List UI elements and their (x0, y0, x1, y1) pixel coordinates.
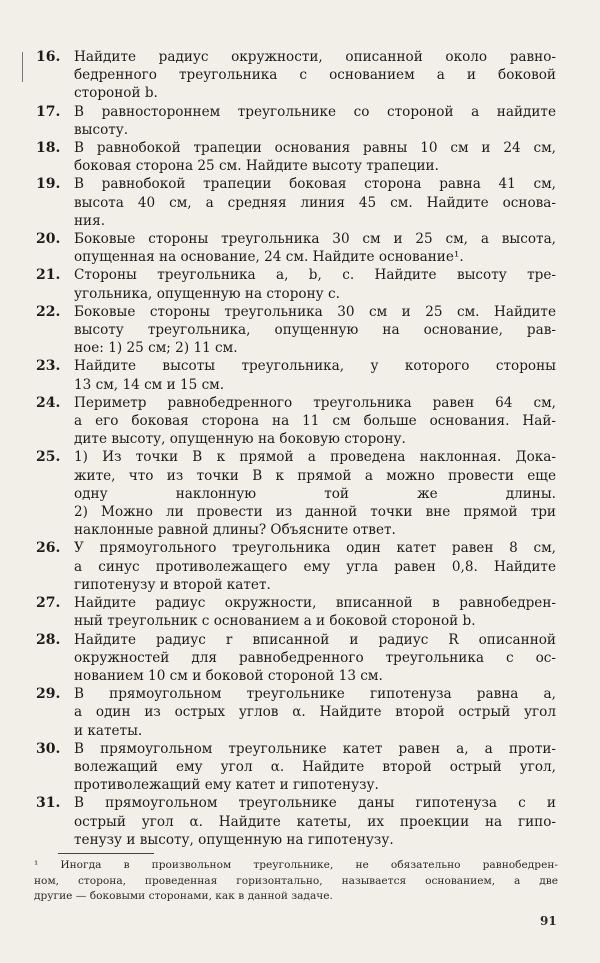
problem-number: 21. (36, 267, 61, 284)
problem-item (36, 594, 556, 630)
problem-text-line: высота 40 см, а средняя линия 45 см. Найдите основа- (74, 194, 556, 211)
problem-list (36, 48, 556, 849)
problem-number: 17. (36, 103, 61, 120)
problem-number: 29. (36, 686, 61, 703)
problem-text-line: Найдите высоты треугольника, у которого стороны (74, 358, 556, 375)
problem-number: 16. (36, 49, 61, 65)
problem-number: 26. (36, 540, 61, 557)
problem-text-line: ное: 1) 25 см; 2) 11 см. (74, 340, 238, 357)
problem-item (36, 175, 556, 230)
problem-text-line: а его боковая сторона на 11 см больше основания. Най- (74, 413, 556, 430)
problem-text-line: окружностей для равнобедренного треугольника с ос- (74, 649, 556, 666)
page-number: 91 (540, 914, 557, 928)
problem-text-line: ния. (74, 212, 106, 229)
problem-number: 28. (36, 631, 61, 648)
problem-item (36, 139, 556, 175)
problem-text-line: Найдите радиус окружности, описанной около равно- (74, 49, 556, 65)
problem-text-line: острый угол α. Найдите катеты, их проекции на гипо- (74, 813, 556, 830)
problem-item (36, 448, 556, 539)
problem-text-line: одну наклонную той же длины. (74, 485, 556, 502)
margin-mark (22, 52, 23, 82)
problem-number: 19. (36, 176, 61, 193)
footnote-line: ¹ Иногда в произвольном треугольнике, не обязательно равнобедрен- (34, 859, 558, 871)
footnote-rule (58, 853, 154, 854)
problem-number: 18. (36, 140, 61, 157)
problem-item (36, 631, 556, 686)
problem-text-line: Найдите радиус r вписанной и радиус R описанной (74, 631, 556, 648)
problem-text-line: 1) Из точки B к прямой a проведена наклонная. Дока- (74, 449, 556, 466)
problem-text-line: боковая сторона 25 см. Найдите высоту трапеции. (74, 158, 439, 175)
problem-number: 23. (36, 358, 61, 375)
problem-text-line: В равностороннем треугольнике со стороной a найдите (74, 103, 556, 120)
problem-text-line: бедренного треугольника с основанием a и боковой (74, 67, 556, 84)
problem-text-line: опущенная на основание, 24 см. Найдите основание¹. (74, 249, 464, 266)
problem-text-line: 13 см, 14 см и 15 см. (74, 376, 225, 393)
problem-text-line: Найдите радиус окружности, вписанной в равнобедрен- (74, 595, 556, 612)
problem-text-line: высоту треугольника, опущенную на основание, рав- (74, 322, 556, 339)
problem-item (36, 539, 556, 594)
problem-text-line: а один из острых углов α. Найдите второй острый угол (74, 704, 556, 721)
problem-text-line: Боковые стороны треугольника 30 см и 25 см. Найдите (74, 303, 556, 320)
footnote-line: другие — боковыми сторонами, как в данной задаче. (34, 890, 333, 902)
problem-item (36, 685, 556, 740)
problem-text-line: 2) Можно ли провести из данной точки вне прямой три (74, 504, 556, 521)
problem-text-line: дите высоту, опущенную на боковую сторону. (74, 431, 406, 448)
problem-number: 24. (36, 394, 61, 411)
problem-text-line: нованием 10 см и боковой стороной 13 см. (74, 667, 383, 684)
problem-text-line: В равнобокой трапеции основания равны 10 см и 24 см, (74, 140, 556, 157)
problem-text-line: жите, что из точки B к прямой a можно провести еще (74, 467, 556, 484)
problem-text-line: Периметр равнобедренного треугольника равен 64 см, (74, 394, 556, 411)
problem-number: 20. (36, 231, 61, 248)
problem-number: 31. (36, 795, 61, 812)
problem-item (36, 740, 556, 795)
problem-text-line: Боковые стороны треугольника 30 см и 25 см, а высота, (74, 231, 556, 248)
problem-text-line: высоту. (74, 121, 129, 138)
problem-number: 30. (36, 740, 61, 757)
problem-item (36, 103, 556, 139)
problem-item (36, 357, 556, 393)
problem-item (36, 794, 556, 849)
problem-item (36, 394, 556, 449)
problem-text-line: В равнобокой трапеции боковая сторона равна 41 см, (74, 176, 556, 193)
problem-text-line: У прямоугольного треугольника один катет равен 8 см, (74, 540, 556, 557)
problem-number: 25. (36, 449, 61, 466)
problem-item (36, 303, 556, 358)
footnote-line: ном, сторона, проведенная горизонтально, называется основанием, а две (34, 874, 558, 887)
problem-item (36, 230, 556, 266)
footnote (34, 858, 558, 905)
problem-text-line: В прямоугольном треугольнике даны гипотенуза c и (74, 795, 556, 812)
problem-text-line: волежащий ему угол α. Найдите второй острый угол, (74, 758, 556, 775)
problem-text-line: гипотенузу и второй катет. (74, 576, 271, 593)
problem-text-line: угольника, опущенную на сторону c. (74, 285, 340, 302)
problem-text-line: ный треугольник с основанием a и боковой стороной b. (74, 613, 476, 630)
problem-text-line: тенузу и высоту, опущенную на гипотенузу. (74, 831, 394, 848)
problem-text-line: В прямоугольном треугольнике катет равен a, а проти- (74, 740, 556, 757)
problem-text-line: В прямоугольном треугольнике гипотенуза равна a, (74, 686, 556, 703)
problem-text-line: Стороны треугольника a, b, c. Найдите высоту тре- (74, 267, 556, 284)
problem-text-line: стороной b. (74, 85, 158, 102)
problem-text-line: наклонные равной длины? Объясните ответ. (74, 522, 396, 539)
problem-text-line: а синус противолежащего ему угла равен 0,8. Найдите (74, 558, 556, 575)
problem-number: 22. (36, 303, 61, 320)
problem-item (36, 48, 556, 103)
problem-number: 27. (36, 595, 61, 612)
problem-text-line: противолежащий ему катет и гипотенузу. (74, 777, 379, 794)
problem-text-line: и катеты. (74, 722, 143, 739)
problem-item (36, 266, 556, 302)
